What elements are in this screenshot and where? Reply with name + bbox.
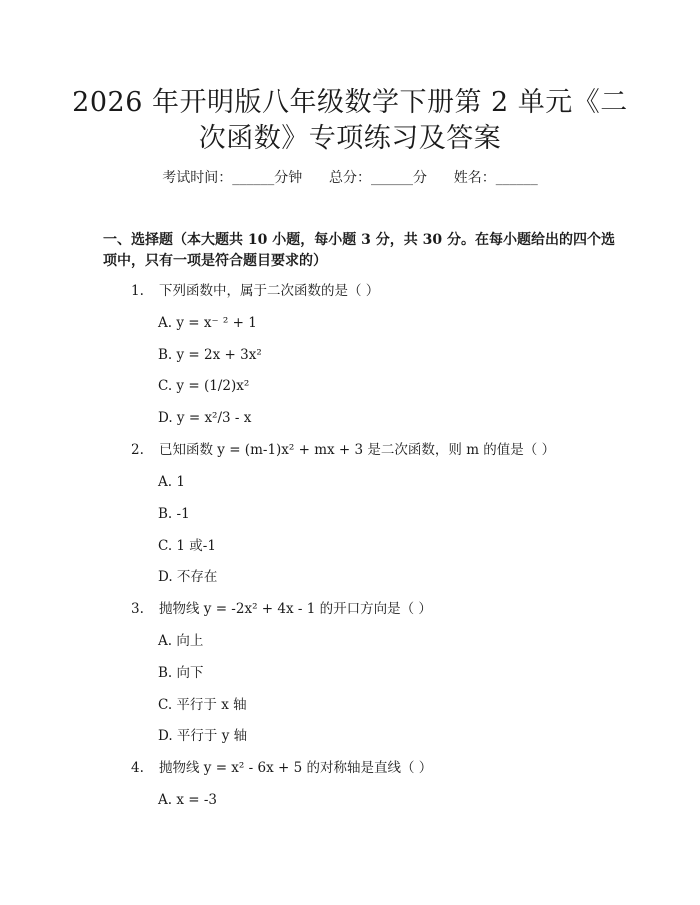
option: D. y = x²/3 - x [158, 410, 252, 426]
option: A. y = x⁻ ² + 1 [158, 315, 257, 331]
option: D. 平行于 y 轴 [158, 728, 248, 744]
section-heading-line-1: 一、选择题（本大题共 10 小题，每小题 3 分，共 30 分。在每小题给出的四个选 [103, 232, 615, 248]
question-text: 已知函数 y = (m-1)x² + mx + 3 是二次函数，则 m 的值是（ ） [159, 442, 556, 458]
exam-name: 姓名：______ [453, 170, 538, 186]
option: C. 1 或-1 [158, 538, 216, 554]
question [131, 441, 555, 459]
question-text: 下列函数中，属于二次函数的是（ ） [159, 283, 380, 299]
section-heading-line-2: 项中，只有一项是符合题目要求的） [103, 253, 327, 269]
option: B. y = 2x + 3x² [158, 347, 262, 363]
option: C. y = (1/2)x² [158, 378, 250, 394]
option: A. 向上 [158, 633, 204, 649]
exam-time: 考试时间：______分钟 [162, 170, 303, 186]
option: A. 1 [158, 474, 185, 490]
question-number: 3. [131, 601, 144, 617]
exam-total-score: 总分：______分 [329, 170, 427, 186]
option: C. 平行于 x 轴 [158, 697, 247, 713]
question [131, 759, 432, 777]
option: A. x = -3 [158, 792, 217, 808]
exam-info [0, 169, 700, 187]
question-number: 1. [131, 283, 144, 299]
option: D. 不存在 [158, 569, 218, 585]
question [131, 282, 379, 300]
question-text: 抛物线 y = x² - 6x + 5 的对称轴是直线（ ） [159, 760, 433, 776]
document-title-line-2: 次函数》专项练习及答案 [198, 123, 502, 154]
document-title-line-1: 2026 年开明版八年级数学下册第 2 单元《二 [72, 87, 628, 118]
question-text: 抛物线 y = -2x² + 4x - 1 的开口方向是（ ） [159, 601, 432, 617]
question [131, 600, 432, 618]
question-number: 2. [131, 442, 144, 458]
option: B. 向下 [158, 665, 204, 681]
option: B. -1 [158, 506, 190, 522]
question-number: 4. [131, 760, 144, 776]
